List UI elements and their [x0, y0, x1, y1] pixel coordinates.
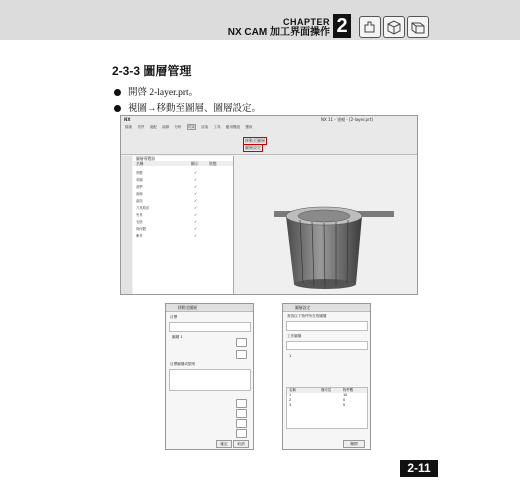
col-status: 狀態 [209, 161, 217, 166]
layer-input-box[interactable] [169, 369, 251, 391]
layer-option-icon[interactable] [236, 399, 247, 408]
layer-row[interactable]: 實體 ✓ [136, 170, 198, 175]
layer-table [286, 387, 368, 429]
col-name: 名稱 [136, 161, 144, 166]
tab-file[interactable]: 檔案 [125, 125, 133, 129]
filter-icon[interactable] [236, 350, 247, 359]
section-title: 2-3-3 圖層管理 [112, 64, 192, 78]
chapter-heading [228, 18, 330, 38]
app-title: NX [124, 117, 131, 122]
layer-row[interactable]: 毛胚 ✓ [136, 219, 198, 224]
layer-row[interactable]: 幾何體 ✓ [136, 226, 198, 231]
move-to-layer-dialog [165, 303, 254, 450]
ribbon-tabs [125, 125, 252, 130]
layer-row[interactable]: 刀具路徑 ✓ [136, 205, 198, 210]
tab-render[interactable]: 渲染 [201, 125, 209, 129]
cancel-button[interactable]: 取消 [233, 440, 249, 448]
tab-analysis[interactable]: 分析 [174, 125, 182, 129]
target-field[interactable]: 圖層 1 [169, 322, 251, 332]
box-3d-icon [407, 16, 429, 38]
layer-option-icon[interactable] [236, 429, 247, 438]
tab-home[interactable]: 首頁 [137, 125, 145, 129]
bullet-item [114, 84, 198, 98]
layer-row[interactable]: 參考 ✓ [136, 233, 198, 238]
find-section-label: 查找以下物件所在的圖層 [287, 314, 327, 318]
table-row[interactable]: 3 0 [289, 403, 346, 407]
ribbon [121, 116, 417, 155]
window-title: NX 11 - 建模 - [2-layer.prt] [321, 117, 373, 122]
tab-curve[interactable]: 曲線 [162, 125, 170, 129]
ok-button[interactable]: 確定 [216, 440, 232, 448]
part-cube-icon [383, 16, 405, 38]
layer-row[interactable]: 基準 ✓ [136, 184, 198, 189]
table-row[interactable]: 2 0 [289, 398, 346, 402]
col-display: 顯示 [191, 161, 199, 166]
tab-assembly[interactable]: 裝配 [149, 125, 157, 129]
layer-row[interactable]: 夾具 ✓ [136, 212, 198, 217]
nx-screenshot [120, 115, 418, 295]
select-object-icon[interactable] [236, 338, 247, 347]
resource-bar [121, 156, 132, 294]
target-label: 目標 [170, 315, 178, 319]
dialog-title: 移動至圖層 [166, 304, 253, 312]
layer-section-label: 目標圖層或類別 [170, 362, 196, 366]
dialog-title: 圖層設定 [283, 304, 370, 312]
bullet-text: 視圖→移動至圖層、圖層設定。 [128, 104, 262, 114]
find-object-field[interactable] [286, 321, 368, 331]
tab-view[interactable]: 視圖 [187, 125, 195, 129]
tab-select[interactable]: 選取 [245, 125, 253, 129]
tab-tools[interactable]: 工具 [213, 125, 221, 129]
layer-option-icon[interactable] [236, 409, 247, 418]
layer-settings-button[interactable]: 圖層設定 [245, 145, 261, 150]
page-number: 2-11 [400, 460, 438, 477]
move-to-layer-button[interactable]: 移動至圖層 [245, 138, 265, 143]
layer-row[interactable]: 曲面 ✓ [136, 198, 198, 203]
layer-row[interactable]: 草圖 ✓ [136, 177, 198, 182]
table-header: 名稱 僅可見 物件數 [287, 388, 367, 393]
navigator-title: 圖層導覽器 [136, 156, 155, 161]
bullet-item [114, 100, 261, 114]
close-button[interactable]: 關閉 [343, 440, 365, 448]
bullet-text: 開啓 2-layer.prt。 [128, 88, 199, 98]
hand-icon [359, 16, 381, 38]
layer-navigator [133, 156, 234, 294]
navigator-header [133, 161, 233, 166]
chapter-title: NX CAM 加工界面操作 [227, 27, 330, 38]
tab-applications[interactable]: 應用模組 [225, 125, 241, 129]
layer-option-icon[interactable] [236, 419, 247, 428]
collet-model [234, 156, 417, 294]
graphics-viewport[interactable] [234, 156, 417, 294]
chapter-number: 2 [333, 14, 351, 38]
chapter-header [0, 0, 520, 40]
table-row[interactable]: 1 10 [289, 393, 348, 397]
work-layer-label: 工作圖層 [287, 334, 302, 338]
bullet-dot-icon [114, 105, 121, 112]
chapter-label: CHAPTER [282, 17, 330, 27]
work-layer-input[interactable]: 1 [286, 341, 368, 350]
bullet-dot-icon [114, 89, 121, 96]
layer-settings-dialog [282, 303, 371, 450]
layer-row[interactable]: 曲線 ✓ [136, 191, 198, 196]
